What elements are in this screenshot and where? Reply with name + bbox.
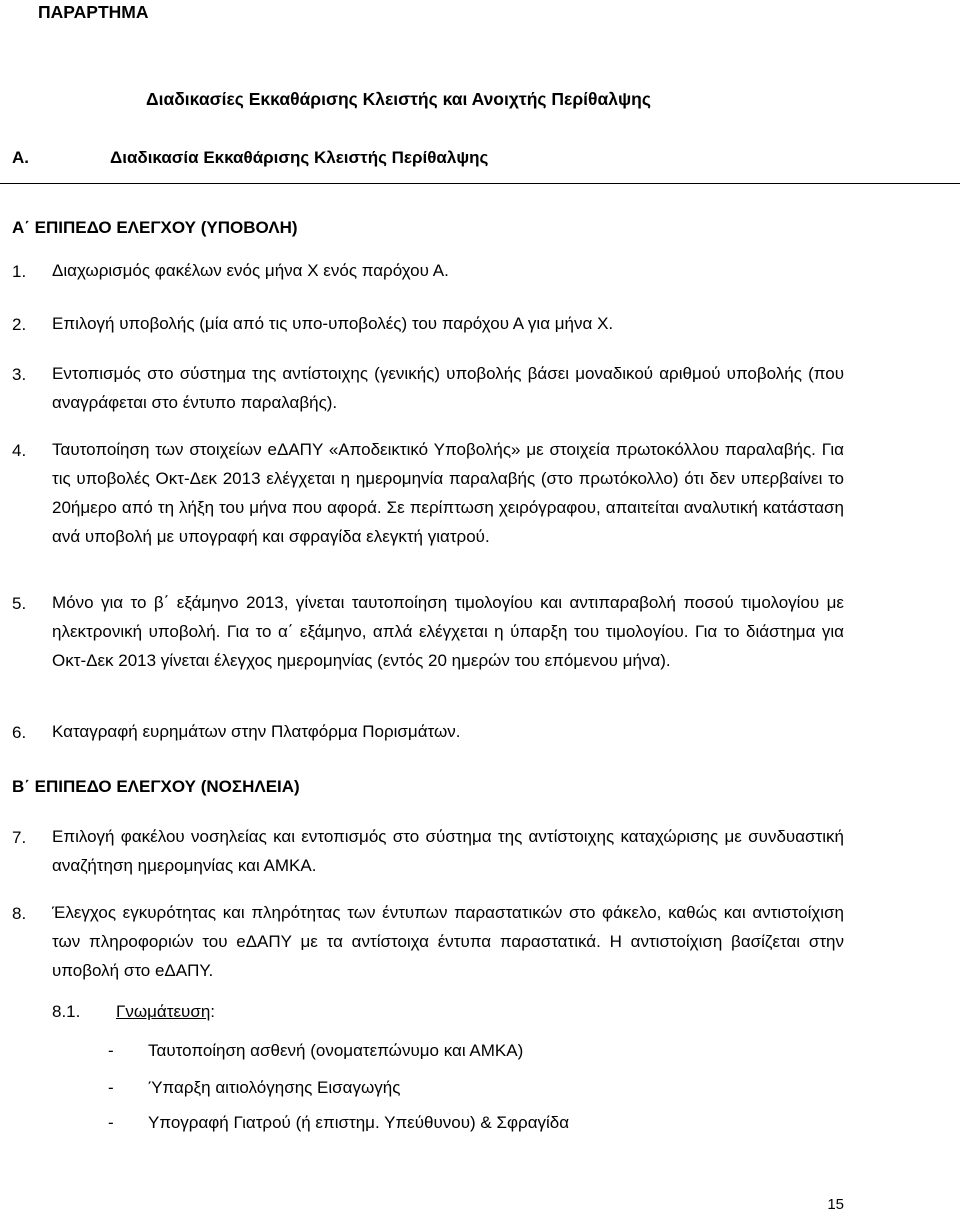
appendix-title: ΠΑΡΑΡΤΗΜΑ: [38, 2, 149, 22]
page-number: 15: [827, 1196, 844, 1213]
item-text: Επιλογή φακέλου νοσηλείας και εντοπισμός στο σύστημα της αντίστοιχης καταχώρισης με συνδυαστική αναζήτηση ημερομηνίας και ΑΜΚΑ.: [52, 827, 844, 875]
main-title: Διαδικασίες Εκκαθάρισης Κλειστής και Ανοιχτής Περίθαλψης: [146, 89, 651, 109]
subsection-title-wrap: [116, 1002, 215, 1022]
bullet-dash: -: [108, 1041, 114, 1060]
bullet-text: Ταυτοποίηση ασθενή (ονοματεπώνυμο και ΑΜΚΑ): [148, 1041, 524, 1060]
subsection-suffix: :: [210, 1002, 216, 1021]
subsection-title: Γνωμάτευση: [116, 1002, 211, 1021]
item-text: Διαχωρισμός φακέλων ενός μήνα Χ ενός παρόχου Α.: [52, 261, 449, 280]
bullet-dash: -: [108, 1113, 114, 1132]
item-text: Επιλογή υποβολής (μία από τις υπο-υποβολές) του παρόχου Α για μήνα Χ.: [52, 314, 614, 333]
bullet-text: Ύπαρξη αιτιολόγησης Εισαγωγής: [148, 1078, 401, 1097]
level-b-heading: Β΄ ΕΠΙΠΕΔΟ ΕΛΕΓΧΟΥ (ΝΟΣΗΛΕΙΑ): [12, 777, 300, 796]
item-number: 3.: [12, 365, 27, 384]
item-text: Ταυτοποίηση των στοιχείων eΔΑΠΥ «Αποδεικτικό Υποβολής» με στοιχεία πρωτοκόλλου παραλαβής. Για τις υποβολές Οκτ-Δεκ 2013 ελέγχεται η ημερομηνία παραλαβής (στο πρωτόκολλο) ότι δεν υπερβαίνει το 20ήμερο από τη λήξη του μήνα που αφορά. Σε περίπτωση χειρόγραφου, απαιτείται αναλυτική κατάσταση ανά υποβολή με υπογραφή και σφραγίδα ελεγκτή γιατρού.: [52, 440, 844, 546]
item-text: Μόνο για το β΄ εξάμηνο 2013, γίνεται ταυτοποίηση τιμολογίου και αντιπαραβολή ποσού τιμολογίου με ηλεκτρονική υποβολή. Για το α΄ εξάμηνο, απλά ελέγχεται η ύπαρξη του τιμολογίου. Για το διάστημα για Οκτ-Δεκ 2013 γίνεται έλεγχος ημερομηνίας (εντός 20 ημερών του επόμενου μήνα).: [52, 593, 844, 670]
bullet-text: Υπογραφή Γιατρού (ή επιστημ. Υπεύθυνου) & Σφραγίδα: [148, 1113, 570, 1132]
item-number: 6.: [12, 723, 27, 742]
section-a-label: Α.: [12, 148, 29, 167]
item-text: Έλεγχος εγκυρότητας και πληρότητας των έντυπων παραστατικών στο φάκελο, καθώς και αντιστοίχιση των πληροφοριών του eΔΑΠΥ με τα αντίστοιχα έντυπα παραστατικά. Η αντιστοίχιση βασίζεται στην υποβολή στο eΔΑΠΥ.: [52, 903, 844, 980]
item-text: Εντοπισμός στο σύστημα της αντίστοιχης (γενικής) υποβολής βάσει μοναδικού αριθμού υποβολής (που αναγράφεται στο έντυπο παραλαβής).: [52, 364, 844, 412]
item-number: 7.: [12, 828, 27, 847]
section-a-title: Διαδικασία Εκκαθάρισης Κλειστής Περίθαλψης: [110, 148, 489, 167]
section-divider: [0, 183, 960, 184]
item-number: 5.: [12, 594, 27, 613]
item-number: 2.: [12, 315, 27, 334]
item-text: Καταγραφή ευρημάτων στην Πλατφόρμα Πορισμάτων.: [52, 722, 461, 741]
subsection-number: 8.1.: [52, 1002, 81, 1021]
bullet-dash: -: [108, 1078, 114, 1097]
level-a-heading: Α΄ ΕΠΙΠΕΔΟ ΕΛΕΓΧΟΥ (ΥΠΟΒΟΛΗ): [12, 218, 298, 237]
item-number: 8.: [12, 904, 27, 923]
item-number: 1.: [12, 262, 27, 281]
item-number: 4.: [12, 441, 27, 460]
